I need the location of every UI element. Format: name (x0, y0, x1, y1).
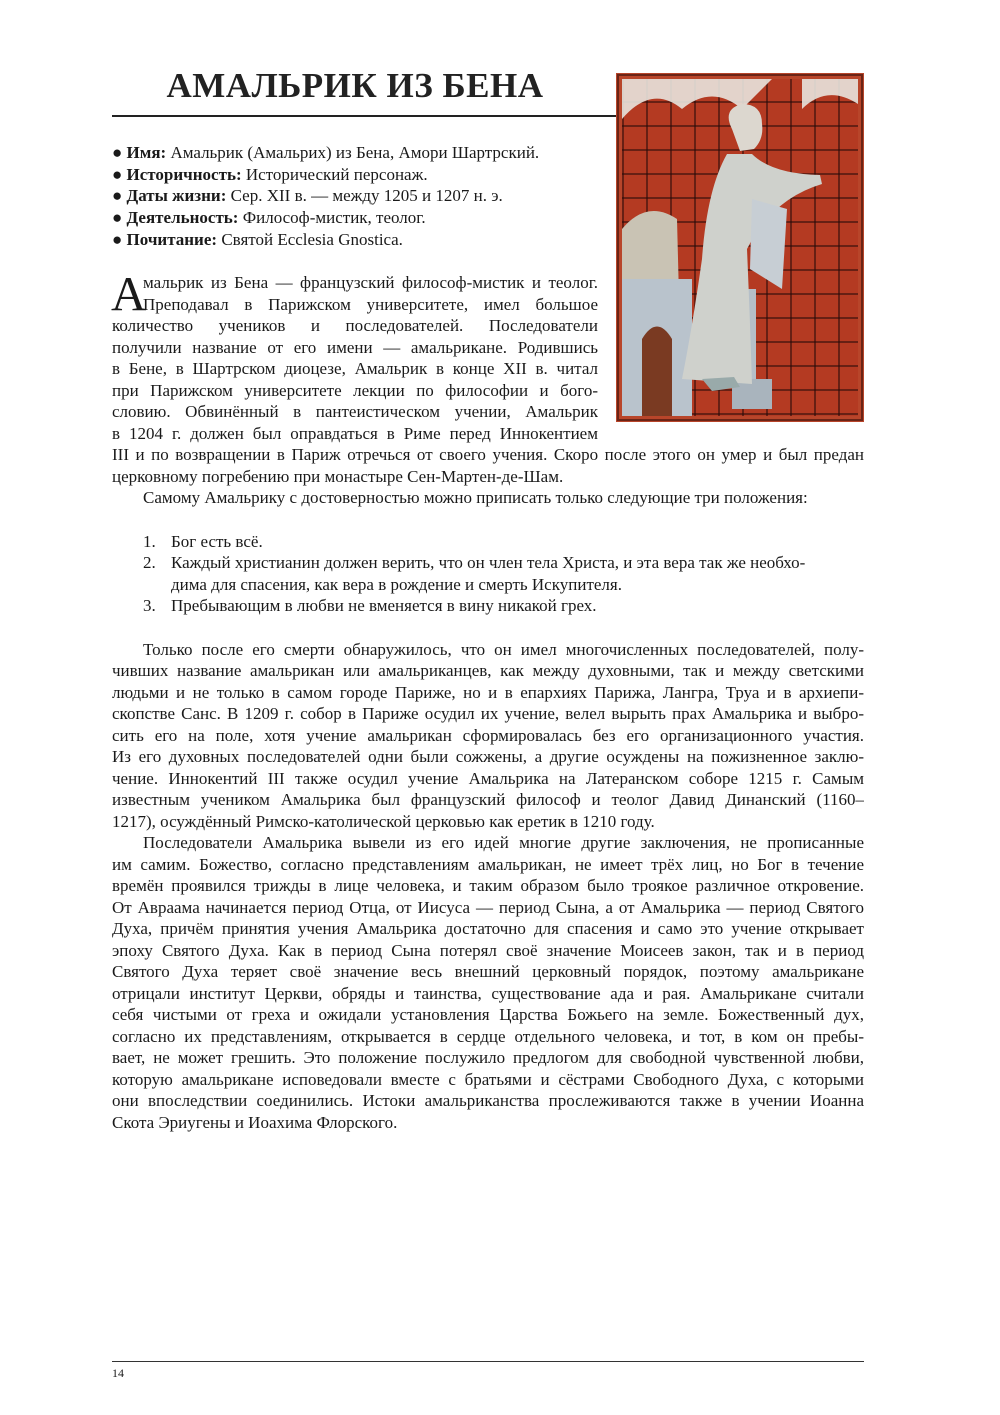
fact-item: ● Почитание: Святой Ecclesia Gnostica. (112, 229, 403, 249)
text-line: Только после его смерти обнаружилось, что он имел многочисленных последователей, полу- (143, 639, 864, 659)
footer-divider (112, 1361, 864, 1362)
facts-list (112, 142, 539, 251)
text-line: дима для спасения, как вера в рождение и смерть Искупителя. (171, 574, 622, 594)
page-title: АМАЛЬРИК ИЗ БЕНА (166, 66, 544, 105)
text-line: словию. Обвинённый в пантеистическом учении, Амальрик (112, 402, 598, 421)
text-line: людьми и не только в самом городе Париже, но и в епархиях Парижа, Лангра, Труа и в архиепи- (112, 682, 864, 702)
fact-item: ● Имя: Амальрик (Амальрих) из Бена, Амори Шартрский. (112, 143, 540, 162)
text-line: известным учеником Амальрика был французский философ и теолог Давид Динанский (1160– (112, 790, 864, 809)
text-line: Самому Амальрику с достоверностью можно приписать только следующие три положения: (143, 488, 808, 507)
text-line: эпоху Святого Духа. Как в период Сына потерял своё значение Моисеев закон, так и в период (112, 940, 864, 960)
text-line: Скота Эриугены и Иоахима Флорского. (112, 1112, 398, 1132)
text-line: себя чистыми от греха и ожидали установления Царства Божьего на земле. Божественный дух, (112, 1005, 864, 1024)
text-line: им самим. Божество, согласно представлениям амальрикан, не имеет трёх лиц, но Бог в течение (112, 854, 864, 874)
text-line: 1. (143, 531, 156, 551)
text-line: в Бене, в Шартрском диоцезе, Амальрик в конце XII в. читал (112, 359, 598, 378)
drop-cap: А (111, 266, 147, 321)
text-line: Духа, причём принятия учения Амальрика достаточно для спасения и само это учение открывает (112, 919, 864, 938)
text-line: Последователи Амальрика вывели из его идей многие другие заключения, не прописанные (143, 833, 864, 852)
text-line: От Авраама начинается период Отца, от Иисуса — период Сына, а от Амальрика — период Святого (112, 897, 864, 917)
text-line: при Парижском университете лекции по философии и бого- (112, 380, 598, 400)
text-line: Святого Духа теряет своё значение весь внешний церковный порядок, поэтому амальрикане (112, 962, 864, 981)
text-line: чение. Иннокентий III также осудил учение Амальрика на Латеранском соборе 1215 г. Самым (112, 768, 864, 788)
text-line: Бог есть всё. (171, 531, 263, 551)
text-line: в 1204 г. должен был оправдаться в Риме перед Иннокентием (112, 423, 598, 443)
text-line: 3. (143, 596, 156, 615)
text-line: Пребывающим в любви не вменяется в вину никакой грех. (171, 596, 597, 615)
medieval-illustration (616, 73, 864, 422)
text-line: вает, не может грешить. Это положение послужило предлогом для свободной чувственной любви, (112, 1048, 864, 1067)
text-line: Преподавал в Парижском университете, имел большое (143, 294, 598, 314)
text-line: Каждый христианин должен верить, что он член тела Христа, и эта вера так же необхо- (171, 553, 806, 572)
text-line: скопстве Санс. В 1209 г. собор в Париже осудил их учение, велел вырыть прах Амальрика и выбро- (112, 704, 864, 723)
text-line: III и по возвращении в Париж отречься от своего учения. Скоро после этого он умер и был предан (112, 445, 864, 464)
text-line: они впоследствии соединились. Истоки амальриканства прослеживаются также в учении Иоанна (112, 1091, 864, 1110)
page-number: 14 (112, 1366, 124, 1380)
text-line: 1217), осуждённый Римско-католической церковью как еретик в 1210 году. (112, 811, 655, 831)
title-divider (112, 115, 616, 117)
fact-item: ● Деятельность: Философ-мистик, теолог. (112, 208, 426, 228)
text-line: сить его на поле, хотя учение амальрикан сформировалась без его организационного участия. (112, 725, 864, 745)
text-line: церковному погребению при монастыре Сен-Мартен-де-Шам. (112, 466, 564, 486)
text-line: мальрик из Бена — французский философ-мистик и теолог. (143, 273, 598, 292)
text-line: согласно их представлениям, открывается в сердце отдельного человека, и тот, в ком он пребы- (112, 1026, 864, 1046)
text-line: получили название от его имени — амальрикане. Родившись (112, 337, 598, 357)
text-line: отрицали институт Церкви, обряды и таинства, существование ада и рая. Амальрикане считали (112, 983, 864, 1003)
text-line: Из его духовных последователей одни были сожжены, а другие осуждены на пожизненное заклю- (112, 747, 864, 766)
text-line: 2. (143, 553, 156, 572)
text-line: которую амальрикане исповедовали вместе с братьями и сёстрами Свободного Духа, с которыми (112, 1069, 864, 1089)
text-line: количество учеников и последователей. Последователи (112, 316, 598, 335)
fact-item: ● Историчность: Исторический персонаж. (112, 164, 428, 184)
text-line: времён проявился трижды в лице человека, и таким образом было троякое различное откровение. (112, 876, 864, 895)
portrait-figure-icon (622, 79, 858, 416)
fact-item: ● Даты жизни: Сер. XII в. — между 1205 и 1207 н. э. (112, 186, 503, 206)
text-line: чивших название амальрикан или амальриканцев, как между духовными, так и между светскими (112, 661, 864, 680)
